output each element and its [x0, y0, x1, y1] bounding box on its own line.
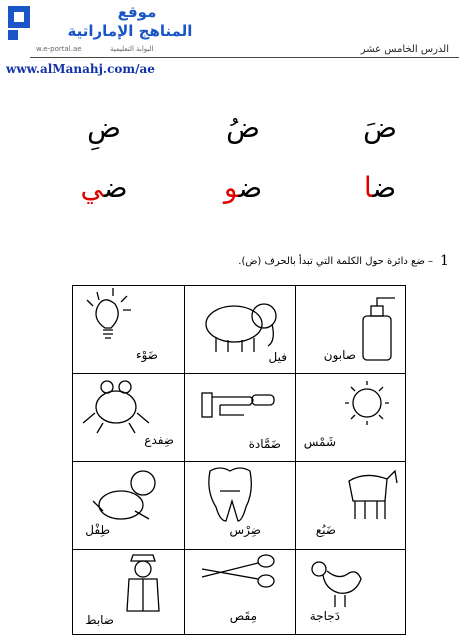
grid-cell-tooth[interactable] [184, 461, 295, 548]
lesson-title: الدرس الخامس عشر [360, 44, 449, 55]
exercise-instruction: – ضع دائرة حول الكلمة التي تبدأ بالحرف (ض). [238, 256, 433, 267]
grid-cell-sun[interactable] [295, 373, 406, 460]
light-bulb-icon [73, 286, 184, 373]
word-label: ضَمَّادة [248, 437, 281, 451]
word-label: ضَوْء [135, 348, 158, 362]
word-label: دَجاجة [309, 609, 340, 623]
grid-cell-bandage[interactable] [184, 373, 295, 460]
letter-long-i [64, 168, 144, 208]
hyena-icon [295, 461, 406, 548]
letter-damma: ضُ [226, 111, 260, 144]
grid-cell-officer[interactable] [73, 549, 184, 636]
word-label: صابون [323, 348, 356, 362]
letter-kasra: ضِ [87, 111, 121, 144]
word-label: فيل [268, 350, 287, 364]
letter-vowel: ا [363, 171, 373, 204]
word-label: ضابط [85, 613, 114, 627]
letter-base: ض [372, 171, 397, 204]
letter-vowel: و [223, 171, 239, 204]
exercise-number: 1 [440, 253, 449, 269]
letter-base: ض [238, 171, 263, 204]
letter-long-u [203, 168, 283, 208]
word-label: ضِرْس [229, 523, 261, 537]
word-label: ضَبُع [315, 523, 336, 537]
word-label: ضِفدع [144, 433, 174, 447]
grid-cell-soap[interactable] [295, 286, 406, 373]
picture-grid [72, 285, 406, 635]
grid-cell-frog[interactable] [73, 373, 184, 460]
word-label: طِفْل [85, 523, 110, 537]
letter-fatha: ضَ [363, 111, 397, 144]
word-label: شَمْس [303, 435, 336, 449]
word-label: مِقَص [229, 609, 257, 623]
grid-cell-scissors[interactable] [184, 549, 295, 636]
site-subtitle: المناهج الإماراتية [67, 22, 193, 40]
grid-cell-chicken[interactable] [295, 549, 406, 636]
portal-name: البوابة التعليمية [110, 45, 154, 53]
portal-url: w.e-portal.ae [36, 45, 82, 53]
letter-long-a [340, 168, 420, 208]
logo-icon [4, 4, 34, 44]
grid-cell-elephant[interactable] [184, 286, 295, 373]
letter-base: ض [103, 171, 128, 204]
header-divider [30, 57, 459, 58]
grid-cell-hyena[interactable] [295, 461, 406, 548]
website-link[interactable]: www.alManahj.com/ae [6, 62, 155, 76]
grid-cell-baby[interactable] [73, 461, 184, 548]
letter-vowel: ي [80, 171, 104, 204]
grid-cell-light[interactable] [73, 286, 184, 373]
site-title: موقع [117, 3, 157, 21]
